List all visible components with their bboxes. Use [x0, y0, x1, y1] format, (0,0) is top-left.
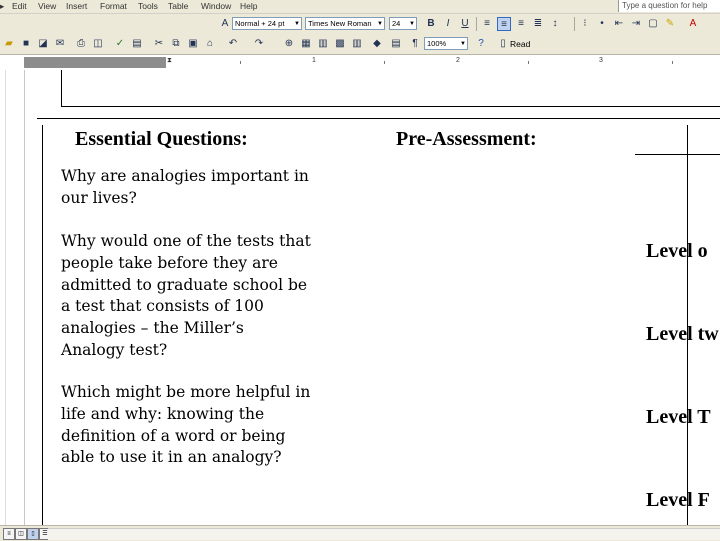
- ruler-tick: [240, 61, 241, 64]
- read-icon[interactable]: ▯: [500, 38, 506, 49]
- vertical-ruler-track: [5, 70, 20, 525]
- chevron-down-icon: ▼: [377, 21, 383, 27]
- chevron-down-icon: ▼: [409, 21, 415, 27]
- font-color-icon[interactable]: A: [689, 18, 697, 29]
- bold-button[interactable]: B: [427, 18, 435, 29]
- format-painter-icon[interactable]: ⌂: [206, 38, 214, 49]
- spelling-icon[interactable]: ✓: [115, 38, 125, 49]
- ruler-number: 1: [312, 57, 316, 64]
- menu-table[interactable]: Table: [168, 1, 189, 11]
- menu-help[interactable]: Help: [240, 1, 258, 11]
- hyperlink-icon[interactable]: ⊕: [284, 38, 294, 49]
- ruler-tick: [528, 61, 529, 64]
- ruler-left-margin: [24, 57, 166, 68]
- menu-edit[interactable]: Edit: [12, 1, 27, 11]
- document-page[interactable]: [25, 70, 720, 525]
- permission-icon[interactable]: ◪: [38, 38, 48, 49]
- web-layout-icon[interactable]: ◫: [15, 528, 27, 540]
- normal-view-icon[interactable]: ≡: [3, 528, 15, 540]
- print-preview-icon[interactable]: ◫: [93, 38, 103, 49]
- horizontal-ruler[interactable]: [0, 55, 720, 71]
- horizontal-scrollbar[interactable]: [48, 528, 720, 540]
- menu-format[interactable]: Format: [100, 1, 127, 11]
- document-map-icon[interactable]: ▤: [391, 38, 401, 49]
- toolbar-separator: [476, 17, 477, 31]
- style-combo[interactable]: [232, 17, 302, 30]
- chevron-down-icon: ▼: [294, 21, 300, 27]
- formatting-toolbar: [0, 14, 720, 34]
- redo-icon[interactable]: ↷: [254, 38, 264, 49]
- font-value: Times New Roman: [308, 19, 372, 28]
- save-icon[interactable]: ■: [22, 38, 30, 49]
- toolbar-separator: [574, 17, 575, 31]
- paste-icon[interactable]: ▣: [188, 38, 198, 49]
- research-icon[interactable]: ▤: [132, 38, 142, 49]
- tables-borders-icon[interactable]: ▦: [301, 38, 311, 49]
- font-combo[interactable]: [305, 17, 385, 30]
- view-bar: [0, 525, 720, 541]
- highlight-icon[interactable]: ✎: [665, 18, 675, 29]
- essential-questions-heading: Essential Questions:: [75, 128, 248, 150]
- ruler-tick: [672, 61, 673, 64]
- open-icon[interactable]: ▰: [5, 38, 13, 49]
- help-search-input[interactable]: Type a question for help: [618, 0, 720, 12]
- indent-marker[interactable]: ⧗: [167, 57, 172, 64]
- ruler-number: 2: [456, 57, 460, 64]
- zoom-combo[interactable]: [424, 37, 468, 50]
- level-three-label: Level T: [646, 406, 711, 428]
- question-1: Why are analogies important in our lives?: [61, 167, 309, 207]
- answer-line: [635, 154, 720, 155]
- menu-bar: [0, 0, 720, 14]
- cut-icon[interactable]: ✂: [154, 38, 164, 49]
- level-two-label: Level tw: [646, 323, 719, 345]
- read-button[interactable]: Read: [510, 39, 531, 49]
- align-center-icon[interactable]: ≡: [497, 17, 511, 31]
- menu-insert[interactable]: Insert: [66, 1, 88, 11]
- ruler-number: 3: [599, 57, 603, 64]
- menu-edge: ▸: [0, 1, 5, 11]
- print-icon[interactable]: ⎙: [77, 38, 85, 49]
- table-top-border: [37, 118, 720, 119]
- menu-window[interactable]: Window: [201, 1, 232, 11]
- border-icon[interactable]: ▢: [648, 18, 658, 29]
- justify-icon[interactable]: ≣: [533, 18, 543, 29]
- level-four-label: Level F: [646, 489, 710, 511]
- line-spacing-icon[interactable]: ↕: [552, 18, 558, 29]
- menu-view[interactable]: View: [38, 1, 57, 11]
- styles-icon[interactable]: A: [221, 18, 229, 29]
- ruler-tick: [384, 61, 385, 64]
- underline-button[interactable]: U: [461, 18, 469, 29]
- increase-indent-icon[interactable]: ⇥: [631, 18, 641, 29]
- insert-table-icon[interactable]: ▥: [318, 38, 328, 49]
- undo-icon[interactable]: ↶: [228, 38, 238, 49]
- font-size-value: 24: [392, 19, 401, 28]
- menu-tools[interactable]: Tools: [138, 1, 158, 11]
- show-hide-button[interactable]: ¶: [412, 38, 418, 49]
- pre-assessment-heading: Pre-Assessment:: [396, 128, 537, 150]
- print-layout-icon[interactable]: ▯: [27, 528, 39, 540]
- zoom-value: 100%: [427, 39, 447, 48]
- drawing-icon[interactable]: ◆: [373, 38, 381, 49]
- level-one-label: Level o: [646, 240, 708, 262]
- standard-toolbar: [0, 34, 720, 55]
- align-left-icon[interactable]: ≡: [484, 18, 490, 29]
- vertical-ruler[interactable]: [0, 70, 25, 525]
- columns-icon[interactable]: ▥: [352, 38, 362, 49]
- font-size-combo[interactable]: [389, 17, 417, 30]
- align-right-icon[interactable]: ≡: [518, 18, 524, 29]
- previous-table-frame: [61, 70, 720, 107]
- italic-button[interactable]: I: [446, 18, 450, 29]
- numbering-icon[interactable]: ⁝: [583, 18, 587, 29]
- decrease-indent-icon[interactable]: ⇤: [614, 18, 624, 29]
- insert-excel-icon[interactable]: ▩: [335, 38, 345, 49]
- chevron-down-icon: ▼: [460, 41, 466, 47]
- help-icon[interactable]: ?: [478, 38, 484, 49]
- email-icon[interactable]: ✉: [55, 38, 65, 49]
- outline-view-icon[interactable]: ☰: [39, 528, 51, 540]
- question-3: Which might be more helpful in life and why: knowing the definition of a word or being able to use it in an analogy?: [61, 383, 311, 467]
- question-2: Why would one of the tests that people take before they are admitted to graduate school be a test that consists of 100 analogies – the Miller’s Analogy test?: [61, 232, 311, 359]
- bullets-icon[interactable]: •: [600, 18, 604, 29]
- table-left-border: [42, 125, 43, 525]
- style-value: Normal + 24 pt: [235, 19, 285, 28]
- copy-icon[interactable]: ⧉: [172, 38, 180, 49]
